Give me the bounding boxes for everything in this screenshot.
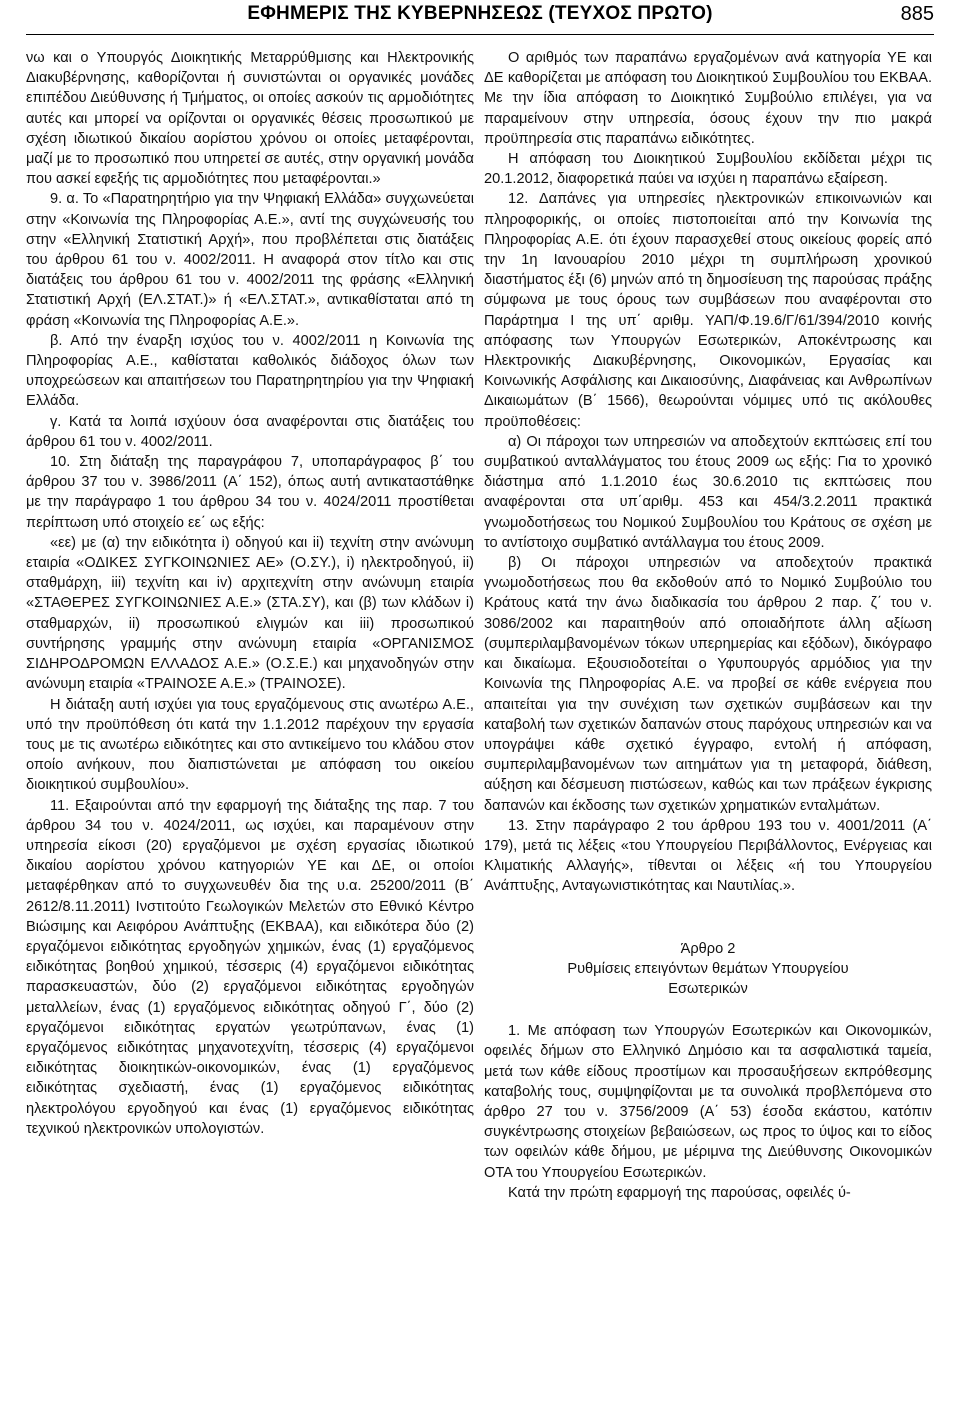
article-heading [484, 939, 932, 1000]
paragraph: Η απόφαση του Διοικητικού Συμβουλίου εκδίδεται μέχρι τις 20.1.2012, διαφορετικά παύει να ισχύει η παραπάνω εξαίρεση. [484, 151, 932, 188]
paragraph: 13. Στην παράγραφο 2 του άρθρου 193 του ν. 4001/2011 (Α΄ 179), μετά τις λέξεις «του Υπουργείου Περιβάλλοντος, Ενέργειας και Κλιματικής Αλλαγής», τίθενται οι λέξεις «ή του Υπουργείου Ανάπτυξης, Ανταγωνιστικότητας και Ναυτιλίας.». [484, 817, 932, 895]
header-title: ΕΦΗΜΕΡΙΣ ΤΗΣ ΚΥΒΕΡΝΗΣΕΩΣ (ΤΕΥΧΟΣ ΠΡΩΤΟ) [247, 3, 713, 24]
paragraph: 10. Στη διάταξη της παραγράφου 7, υποπαράγραφος β΄ του άρθρου 37 του ν. 3986/2011 (Α΄ 152), όπως αυτή αντικαταστάθηκε με την παράγραφο 1 του άρθρου 34 του ν. 4024/2011 προστίθεται περίπτωση υπό στοιχείο εε΄ ως εξής: [26, 454, 474, 531]
paragraph: γ. Κατά τα λοιπά ισχύουν όσα αναφέρονται στις διατάξεις του άρθρου 61 του ν. 4002/2011. [26, 413, 474, 450]
paragraph: 9. α. Το «Παρατηρητήριο για την Ψηφιακή Ελλάδα» συγχωνεύεται στην «Κοινωνία της Πληροφορίας Α.Ε.», αντί της συγχώνευσής του στην «Ελληνική Στατιστική Αρχή», που προβλέπεται στις διατάξεις του άρθρου 61 του ν. 4002/2011. Η αναφορά στον τίτλο και στις διατάξεις του άρθρου 61 του ν. 4002/2011 της φράσης «Ελληνική Στατιστική Αρχή (ΕΛ.ΣΤΑΤ.)» ή «ΕΛ.ΣΤΑΤ.», αντικαθίσταται από τη φράση «Κοινωνία της Πληροφορίας Α.Ε.». [26, 191, 474, 329]
article-number: Άρθρο 2 [680, 940, 736, 957]
paragraph: 12. Δαπάνες για υπηρεσίες ηλεκτρονικών επικοινωνιών και πληροφορικής, οι οποίες πιστοποιείται από την Κοινωνία της Πληροφορίας Α.Ε. ότι έχουν παρασχεθεί στους οικείους φορείς από την 1η Ιανουαρίου 2010 μέχρι τη συμπλήρωση χρονικού διαστήματος έξι (6) μηνών από τη δημοσίευση της παρούσας πράξης σύμφωνα με τους όρους των συμβάσεων που αναφέρονται στο Παράρτημα Ι της υπ΄ αριθμ. ΥΑΠ/Φ.19.6/Γ/61/394/2010 κοινής απόφασης των Υπουργών Εσωτερικών, Αποκέντρωσης και Ηλεκτρονικής Διακυβέρνησης, Οικονομικών, Εργασίας και Κοινωνικής Ασφάλισης και Δικαιοσύνης, Διαφάνειας και Ανθρωπίνων Δικαιωμάτων (Β΄ 1566), θεωρούνται νόμιμες υπό τις ακόλουθες προϋποθέσεις: [484, 191, 932, 430]
article-title-line: Ρυθμίσεις επειγόντων θεμάτων Υπουργείου [567, 960, 849, 977]
paragraph: α) Οι πάροχοι των υπηρεσιών να αποδεχτούν εκπτώσεις επί του συμβατικού ανταλλάγματος του έτους 2009 ως εξής: Για το χρονικό διάστημα από 1.1.2010 έως 30.6.2010 τις εκπτώσεις που αναφέρονται στα υπ΄αριθμ. 453 και 454/3.2.2011 πρακτικά γνωμοδοτήσεως του Νομικού Συμβουλίου του Κράτους σε σχέση με το αντίστοιχο συμβατικό αντάλλαγμα του έτους 2009. [484, 433, 932, 551]
paragraph: β. Από την έναρξη ισχύος του ν. 4002/2011 η Κοινωνία της Πληροφορίας Α.Ε., καθίσταται καθολικός διάδοχος όλων των υποχρεώσεων και απαιτήσεων του Παρατηρητηρίου για την Ψηφιακή Ελλάδα. [26, 332, 474, 410]
paragraph: Η διάταξη αυτή ισχύει για τους εργαζόμενους στις ανωτέρω Α.Ε., υπό την προϋπόθεση ότι κατά την 1.1.2012 παρέχουν την εργασία τους με τις ανωτέρω ειδικότητες και στο αντικείμενο του κλάδου στον οποίο ανήκουν, που διαπιστώνεται με απόφαση του οικείου διοικητικού συμβουλίου». [26, 696, 474, 794]
paragraph: «εε) με (α) την ειδικότητα i) οδηγού και ii) τεχνίτη στην ανώνυμη εταιρία «ΟΔΙΚΕΣ ΣΥΓΚΟΙΝΩΝΙΕΣ ΑΕ» (Ο.ΣΥ.), i) ηλεκτροδηγού, ii) σταθμάρχη, iii) τεχνίτη και iv) αρχιτεχνίτη στην ανώνυμη εταιρία «ΣΤΑΘΕΡΕΣ ΣΥΓΚΟΙΝΩΝΙΕΣ Α.Ε.» (ΣΤΑ.ΣΥ), και (β) των κλάδων i) σταθμαρχών, ii) προσωπικού ελιγμών και iii) προσωπικού συντήρησης γραμμής στην ανώνυμη εταιρία «ΟΡΓΑΝΙΣΜΟΣ ΣΙΔΗΡΟΔΡΟΜΩΝ ΕΛΛΑΔΟΣ Α.Ε.» (Ο.Σ.Ε.) και μηχανοδηγών στην ανώνυμη εταιρία «ΤΡΑΙΝΟΣΕ Α.Ε.» (ΤΡΑΙΝΟΣΕ). [26, 534, 474, 693]
paragraph: Κατά την πρώτη εφαρμογή της παρούσας, οφειλές ύ- [508, 1184, 851, 1201]
paragraph: β) Οι πάροχοι υπηρεσιών να αποδεχτούν πρακτικά γνωμοδοτήσεως που θα εκδοθούν από το Νομικό Συμβούλιο του Κράτους κατά την άνω διαδικασία του άρθρου 2 παρ. ζ΄ του ν. 3086/2002 και παραιτηθούν από οποιαδήποτε άλλη αξίωση (συμπεριλαμβανομένων τόκων υπερημερίας και εξόδων), δικόγραφο και δικαίωμα. Εξουσιοδοτείται ο Υφυπουργός αρμόδιος για την Κοινωνία της Πληροφορίας Α.Ε. να προβεί σε κάθε ενέργεια που απαιτείται για την συνέχιση των σχετικών συμβάσεων και την καταβολή των σχετικών δαπανών στους παρόχους υπηρεσιών και να υπογράψει κάθε σχετικό έγγραφο, εντολή ή απόφαση, συμπεριλαμβανομένων των αιτημάτων για τη μεταφορά, διάθεση, αύξηση και δέσμευση πιστώσεων, καθώς και των πράξεων έγκρισης δαπανών και έκδοσης των σχετικών χρηματικών ενταλμάτων. [484, 555, 932, 814]
paragraph: 11. Εξαιρούνται από την εφαρμογή της διάταξης της παρ. 7 του άρθρου 34 του ν. 4024/2011, ως ισχύει, και παραμένουν στην υπηρεσία είκοσι (20) εργαζόμενοι με σχέση εργασίας ιδιωτικού δικαίου αορίστου χρόνου κατηγοριών ΥΕ και ΔΕ, οι οποίοι μεταφέρθηκαν από το συγχωνευθέν δια της υ.α. 25200/2011 (Β΄ 2612/8.11.2011) Ινστιτούτο Γεωλογικών Μελετών στο Εθνικό Κέντρο Βιώσιμης και Αειφόρου Ανάπτυξης (ΕΚΒΑΑ), και ειδικότερα δύο (2) εργαζόμενοι ειδικότητας εργοδηγών χημικών, ένας (1) εργαζόμενος ειδικότητας βοηθού χημικού, τέσσερις (4) εργαζόμενοι ειδικότητας παρασκευαστών, δύο (2) εργαζόμενοι ειδικότητας εργοδηγών μεταλλείων, ένας (1) εργαζόμενος ειδικότητας οδηγού Γ΄, δύο (2) εργαζόμενοι ειδικότητας εργατών γεωτρύπανων, ένας (1) εργαζόμενος ειδικότητας μηχανοτεχνίτη, τέσσερις (4) εργαζόμενοι ειδικότητας διοικητικών-οικονομικών, ένας (1) εργαζόμενος ειδικότητας σχεδιαστή, ένας (1) εργαζόμενος ειδικότητας ηλεκτρολόγου εργοδηγού και ένας (1) εργαζόμενος ειδικότητας τεχνικού ηλεκτρονικών υπολογιστών. [26, 797, 474, 1137]
page-number: 885 [900, 3, 934, 25]
page-header [26, 0, 934, 35]
article-title-line: Εσωτερικών [668, 980, 748, 997]
left-column [26, 48, 474, 1139]
paragraph: 1. Με απόφαση των Υπουργών Εσωτερικών και Οικονομικών, οφειλές δήμων στο Ελληνικό Δημόσιο και τα ασφαλιστικά ταμεία, μετά των κάθε είδους προστίμων και προσαυξήσεων εκπρόθεσμης καταβολής τους, συμψηφίζονται με τα συνολικά προβλεπόμενα στο άρθρο 27 του ν. 3756/2009 (Α΄ 53) έσοδα εκάστου, κατόπιν συγκέντρωσης στοιχείων βεβαιώσεων, ως προς το ύψος και το είδος των οφειλών κάθε δήμου, με μέριμνα της Διεύθυνσης Οικονομικών ΟΤΑ του Υπουργείου Εσωτερικών. [484, 1023, 932, 1181]
right-column [484, 48, 932, 1203]
paragraph: νω και ο Υπουργός Διοικητικής Μεταρρύθμισης και Ηλεκτρονικής Διακυβέρνησης, καθορίζονται ή συνιστώνται οι οργανικές μονάδες επιπέδου Διεύθυνσης ή Τμήματος, οι οποίες ασκούν τις αρμοδιότητες αυτές και μπορεί να ορίζονται οι οργανικές θέσεις προσωπικού με σχέση ιδιωτικού δικαίου αορίστου χρόνου οι οποίες μεταφέρονται, μαζί με το προσωπικό που υπηρετεί σε αυτές, στην οργανική μονάδα που ασκεί εφεξής τις αρμοδιότητες που μεταφέρονται.» [26, 50, 474, 188]
paragraph: Ο αριθμός των παραπάνω εργαζομένων ανά κατηγορία ΥΕ και ΔΕ καθορίζεται με απόφαση του Διοικητικού Συμβουλίου του ΕΚΒΑΑ. Με την ίδια απόφαση το Διοικητικό Συμβούλιο επιλέγει, για να παραμείνουν στην υπηρεσία, όσους έχουν την πιο μακρά προϋπηρεσία στις παραπάνω ειδικότητες. [484, 50, 932, 147]
